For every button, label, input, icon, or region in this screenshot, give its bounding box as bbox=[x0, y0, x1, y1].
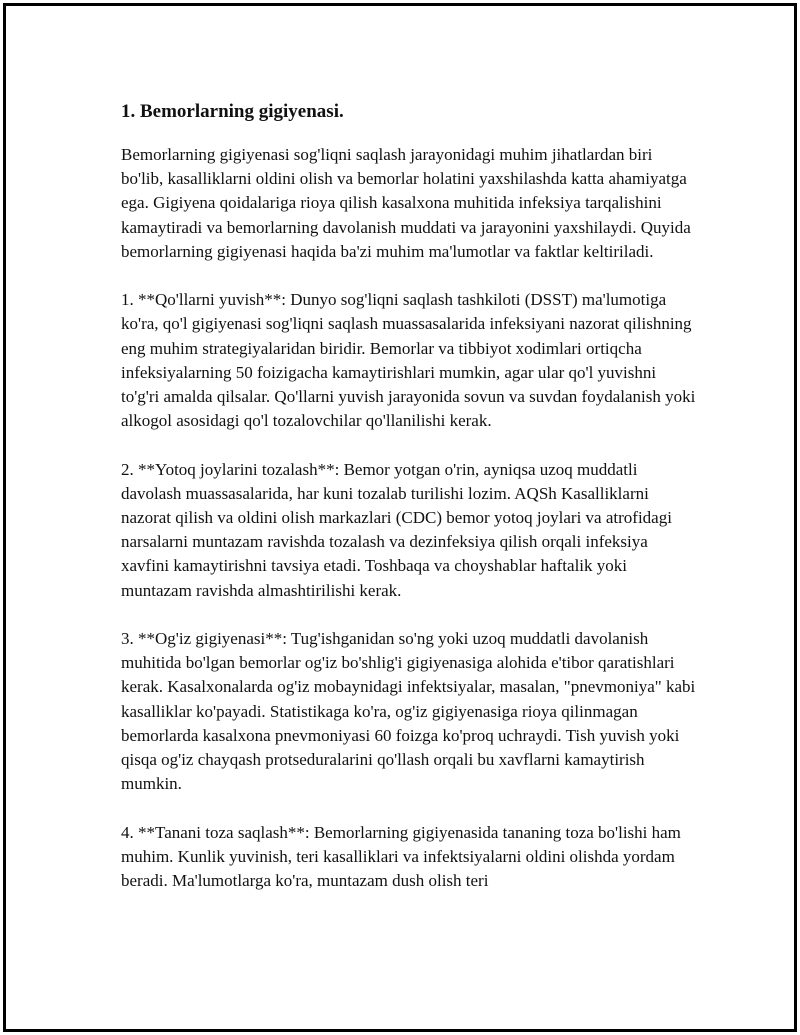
section-heading: 1. Bemorlarning gigiyenasi. bbox=[121, 101, 344, 122]
paragraph-hand-washing: 1. **Qo'llarni yuvish**: Dunyo sog'liqni saqlash tashkiloti (DSST) ma'lumotiga ko'ra, qo'l gigiyenasi sog'liqni saqlash muassasalarida infeksiyani nazorat qilishning eng muhim strategiyalaridan biridir. Bemorlar va tibbiyot xodimlari ortiqcha infeksiyalarning 50 foizigacha kamaytirishlari mumkin, agar ular qo'l yuvishni to'g'ri amalda qilsalar. Qo'llarni yuvish jarayonida sovun va suvdan foydalanish yoki alkogol asosidagi qo'l tozalovchilar qo'llanilishi kerak. bbox=[121, 290, 696, 431]
paragraph-body-cleanliness: 4. **Tanani toza saqlash**: Bemorlarning gigiyenasida tananing toza bo'lishi ham muhim. Kunlik yuvinish, teri kasalliklari va infektsiyalarni oldini olishda yordam beradi. Ma'lumotlarga ko'ra, muntazam dush olish teri bbox=[121, 822, 681, 891]
intro-paragraph: Bemorlarning gigiyenasi sog'liqni saqlash jarayonidagi muhim jihatlardan biri bo'lib, kasalliklarni oldini olish va bemorlar holatini yaxshilashda katta ahamiyatga ega. Gigiyena qoidalariga rioya qilish kasalxona muhitida infeksiya tarqalishini kamaytiradi va bemorlarning davolanish muddati va jarayonini yaxshilaydi. Quyida bemorlarning gigiyenasi haqida ba'zi muhim ma'lumotlar va faktlar keltiriladi. bbox=[121, 145, 691, 261]
document-body bbox=[121, 98, 696, 917]
paragraph-bed-cleaning: 2. **Yotoq joylarini tozalash**: Bemor yotgan o'rin, ayniqsa uzoq muddatli davolash muassasalarida, har kuni tozalab turilishi lozim. AQSh Kasalliklarni nazorat qilish va oldini olish markazlari (CDC) bemor yotoq joylari va atrofidagi narsalarni muntazam ravishda tozalash va dezinfeksiya qilish orqali infeksiya xavfini kamaytirishni tavsiya etadi. Toshbaqa va choyshablar haftalik yoki muntazam ravishda almashtirilishi kerak. bbox=[121, 459, 672, 600]
paragraph-oral-hygiene: 3. **Og'iz gigiyenasi**: Tug'ishganidan so'ng yoki uzoq muddatli davolanish muhitida bo'lgan bemorlar og'iz bo'shlig'i gigiyenasiga alohida e'tibor qaratishlari kerak. Kasalxonalarda og'iz mobaynidagi infektsiyalar, masalan, "pnevmoniya" kabi kasalliklar ko'payadi. Statistikaga ko'ra, og'iz gigiyenasiga rioya qilinmagan bemorlarda kasalxona pnevmoniyasi 60 foizga ko'proq uchraydi. Tish yuvish yoki qisqa og'iz chayqash protseduralarini qo'llash orqali bu xavflarni kamaytirish mumkin. bbox=[121, 629, 696, 794]
document-page bbox=[3, 3, 797, 1032]
